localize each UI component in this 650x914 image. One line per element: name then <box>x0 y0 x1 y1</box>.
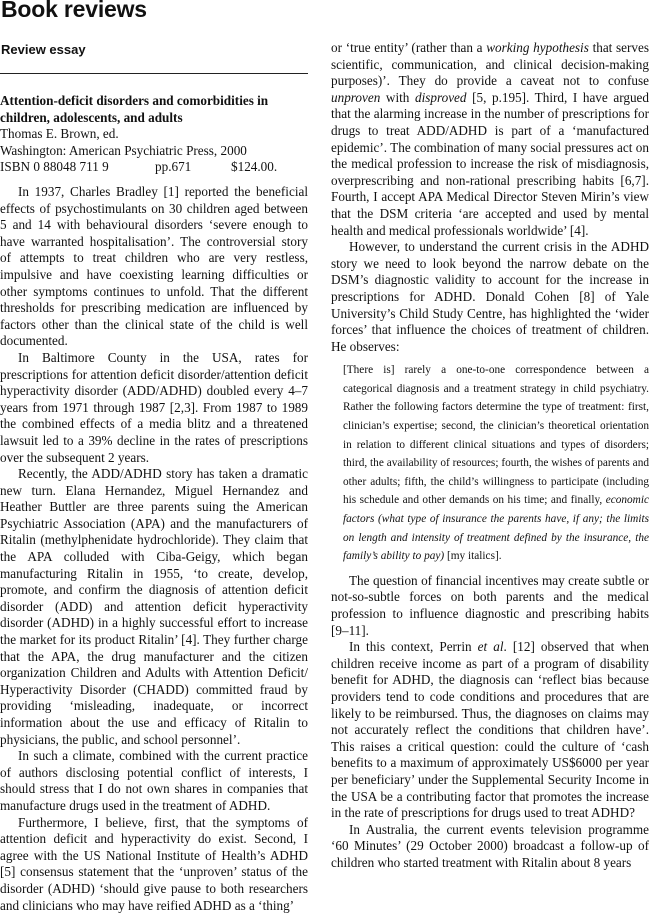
emphasis: unproven <box>331 89 381 105</box>
quote-emphasis: economic factors (what type of insurance the parents have, if any; the limits on length and intensity of treatment defined by the insurance, the family’s ability to pay) <box>343 494 649 563</box>
left-column <box>0 184 308 914</box>
text-run: In this context, Perrin <box>349 639 478 655</box>
text-run: that serves scientific, communication, and clinical decision-making purposes)’. They do provide a caveat not to confuse <box>331 40 649 89</box>
book-meta <box>0 159 308 176</box>
book-title: Attention-deficit disorders and comorbidities in children, adolescents, and adults <box>0 93 269 125</box>
paragraph: In such a climate, combined with the current practice of authors disclosing potential conflict of interests, I should stress that I do not own shares in companies that manufacture drugs used in the treatment of ADHD. <box>0 748 308 813</box>
emphasis: working hypothesis <box>486 40 589 55</box>
book-pages: pp.671 <box>155 159 192 175</box>
block-quote <box>343 361 649 566</box>
paragraph: In Australia, the current events television programme ‘60 Minutes’ (29 October 2000) broadcast a follow-up of children who started treatment with Ritalin about 8 years <box>331 821 649 870</box>
book-publisher: Washington: American Psychiatric Press, 2000 <box>0 142 247 158</box>
book-editor: Thomas E. Brown, ed. <box>0 126 119 142</box>
text-run: or ‘true entity’ (rather than a <box>331 40 487 55</box>
quote-tail: [my italics]. <box>444 550 502 563</box>
paragraph-continuation <box>331 40 649 239</box>
text-run: with <box>380 89 415 105</box>
emphasis: disproved <box>414 89 467 105</box>
divider <box>0 73 308 74</box>
paragraph: In 1937, Charles Bradley [1] reported the beneficial effects of psychostimulants on 30 children aged between 5 and 14 with behavioural disorders ‘severe enough to have warranted hospitalisation’. The controversial story of attempts to treat children who are very restless, impulsive and have coexisting learning difficulties or other symptoms continues to unfold. That the different thresholds for prescribing medication are influenced by factors other than the clinical state of the child is well documented. <box>0 184 308 349</box>
quote-text: [There is] rarely a one-to-one correspondence between a categorical diagnosis and a treatment strategy in child psychiatry. Rather the following factors determine the type of treatment: first, clinician’s expertise; second, the clinician’s theoretical orientation in relation to different clinical situations and types of disorders; third, the availability of resources; fourth, the wishes of parents and other adults; fifth, the child’s willingness to participate (including his schedule and other demands on his time; and finally, <box>343 364 649 507</box>
paragraph: However, to understand the current crisis in the ADHD story we need to look beyond the narrow debate on the DSM’s diagnostic validity to account for the increase in prescriptions for ADHD. Donald Cohen [8] of Yale University’s Child Study Centre, has highlighted the ‘wider forces’ that influence the choices of treatment of children. He observes: <box>331 239 649 354</box>
text-run: [5, p.195]. Third, I have argued that the alarming increase in the number of prescriptions for drugs to treat ADD/ADHD is part of a ‘manufactured epidemic’. The combination of many social pressures act on the medical profession to increase the risk of misdiagnosis, overprescribing and non-rational prescribing habits [6,7]. Fourth, I accept APA Medical Director Steven Mirin’s view that the DSM criteria ‘are accepted and used by mental health and medical professionals worldwide’ [4]. <box>331 89 649 238</box>
subsection-heading: Review essay <box>1 42 86 57</box>
emphasis: et al <box>477 639 504 655</box>
book-isbn: ISBN 0 88048 711 9 <box>0 159 109 175</box>
paragraph: In Baltimore County in the USA, rates for prescriptions for attention deficit disorder/attention deficit hyperactivity disorder (ADD/ADHD) doubled every 4–7 years from 1971 through 1987 [2,3]. From 1987 to 1989 the combined effects of a media blitz and a threatened lawsuit led to a 39% decline in the rates of prescriptions over the subsequent 2 years. <box>0 349 308 465</box>
paragraph: The question of financial incentives may create subtle or not-so-subtle forces on both parents and the medical profession to influence diagnostic and prescribing habits [9–11]. <box>331 572 649 638</box>
paragraph <box>331 639 649 822</box>
book-price: $124.00. <box>231 159 278 175</box>
text-run: . [12] observed that when children receive income as part of a program of disability benefit for ADHD, the diagnosis can ‘reflect bias because providers tend to code conditions and procedures that are likely to be reimbursed. Thus, the diagnoses on claims may not accurately reflect the conditions that children have’. This raises a critical question: could the culture of ‘cash benefits to a maximum of approximately US$6000 per year per beneficiary’ under the Supplemental Security Income in the USA be a contributing factor that promotes the increase in the rate of prescriptions for drugs used to treat ADHD? <box>331 639 649 821</box>
right-column <box>331 40 649 872</box>
paragraph: Furthermore, I believe, first, that the symptoms of attention deficit and hyperactivity do exist. Second, I agree with the US National Institute of Health’s ADHD [5] consensus statement that the ‘unproven’ status of the disorder (ADHD) ‘should give pause to both researchers and clinicians who may have reified ADHD as a ‘thing’ <box>0 814 308 913</box>
book-citation <box>0 93 308 176</box>
paragraph: Recently, the ADD/ADHD story has taken a dramatic new turn. Elana Hernandez, Miguel Hernandez and Heather Buttler are three parents suing the American Psychiatric Association (APA) and the manufacturers of Ritalin (methylphenidate hydrochloride). They claim that the APA colluded with Ciba-Geigy, which began manufacturing Ritalin in 1955, ‘to create, develop, promote, and confirm the diagnosis of attention deficit disorder (ADD) and attention deficit hyperactivity disorder (ADHD) in a highly successful effort to increase the market for its product Ritalin’ [4]. They further charge that the APA, the drug manufacturer and the citizen organization Children and Adults with Attention Deficit/ Hyperactivity Disorder (CHADD) committed fraud by providing ‘misleading, inadequate, or incorrect information about the use and efficacy of Ritalin to physicians, the public, and school personnel’. <box>0 466 308 747</box>
section-title: Book reviews <box>1 0 147 22</box>
